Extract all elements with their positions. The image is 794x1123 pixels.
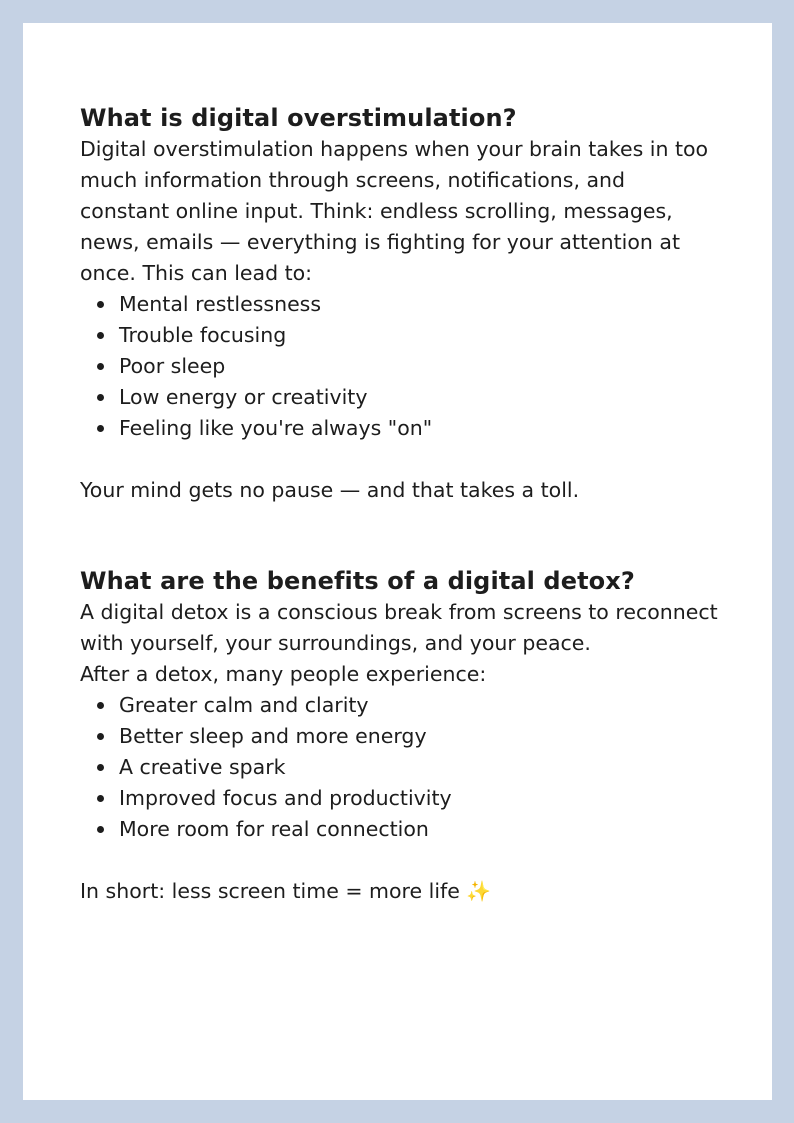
section-heading: What is digital overstimulation?	[80, 104, 517, 132]
section-heading: What are the benefits of a digital detox?	[80, 567, 635, 595]
bullet-icon	[97, 795, 104, 802]
sparkles-icon: ✨	[466, 879, 492, 903]
bullet-icon	[97, 702, 104, 709]
bullet-icon	[97, 332, 104, 339]
bullet-icon	[97, 733, 104, 740]
spacer	[80, 444, 720, 475]
list-item: Trouble focusing	[80, 320, 720, 351]
intro-paragraph: A digital detox is a conscious break from screens to reconnect with yourself, your surroundings, and your peace.	[80, 600, 718, 655]
bullet-icon	[97, 826, 104, 833]
section-digital-detox	[80, 566, 720, 907]
bullet-icon	[97, 394, 104, 401]
list-item: Feeling like you're always "on"	[80, 413, 720, 444]
list-item: Low energy or creativity	[80, 382, 720, 413]
section-overstimulation	[80, 103, 720, 506]
list-item: More room for real connection	[80, 814, 720, 845]
lead-paragraph: After a detox, many people experience:	[80, 662, 487, 686]
bullet-icon	[97, 363, 104, 370]
bullet-icon	[97, 301, 104, 308]
document-content	[80, 103, 720, 907]
list-item: A creative spark	[80, 752, 720, 783]
closing-paragraph	[80, 876, 720, 907]
closing-text: In short: less screen time = more life	[80, 879, 460, 903]
effects-list	[80, 289, 720, 444]
intro-paragraph: Digital overstimulation happens when your brain takes in too much information through screens, notifications, and constant online input. Think: endless scrolling, messages, news, emails — everything is fighting for your attention at once. This can lead to:	[80, 137, 709, 285]
closing-paragraph: Your mind gets no pause — and that takes a toll.	[80, 478, 580, 502]
bullet-icon	[97, 764, 104, 771]
list-item: Greater calm and clarity	[80, 690, 720, 721]
spacer	[80, 845, 720, 876]
list-item: Better sleep and more energy	[80, 721, 720, 752]
benefits-list	[80, 690, 720, 845]
page-sheet	[23, 23, 772, 1100]
list-item: Poor sleep	[80, 351, 720, 382]
spacer	[80, 506, 720, 566]
list-item: Mental restlessness	[80, 289, 720, 320]
bullet-icon	[97, 425, 104, 432]
list-item: Improved focus and productivity	[80, 783, 720, 814]
